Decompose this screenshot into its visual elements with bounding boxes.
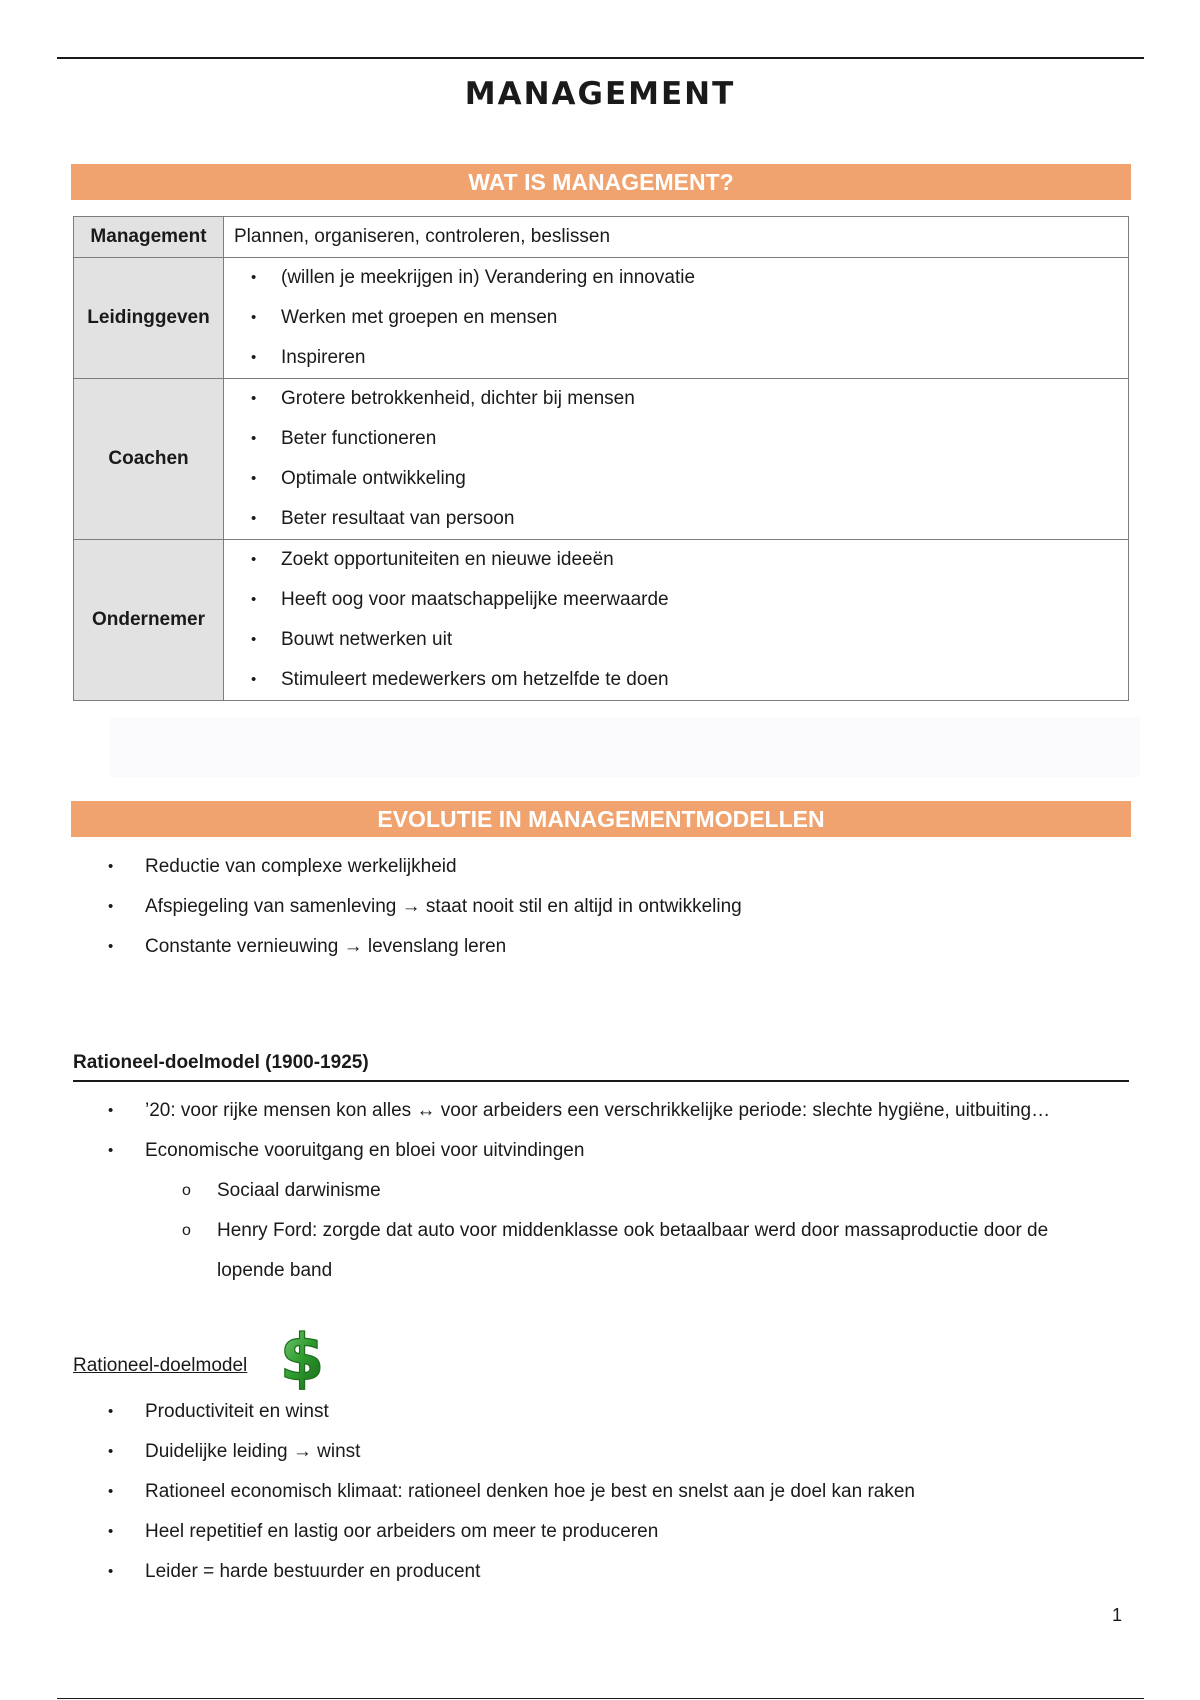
list-item: • ’20: voor rijke mensen kon alles ↔ voor arbeiders een verschrikkelijke periode: slechte hygiëne, uitbuiting…	[0, 1091, 1050, 1131]
list-item: • Rationeel economisch klimaat: rationeel denken hoe je best en snelst aan je doel kan raken	[0, 1472, 915, 1512]
list-item: • Duidelijke leiding → winst	[0, 1432, 915, 1472]
list-item: • Heel repetitief en lastig oor arbeiders om meer te produceren	[0, 1512, 915, 1552]
svg-text:$: $	[279, 1324, 325, 1390]
row-key: Ondernemer	[74, 540, 224, 701]
model2-bullet-list	[0, 1392, 915, 1592]
list-item: • Bouwt netwerken uit	[224, 620, 1128, 660]
list-item: • Optimale ontwikkeling	[224, 459, 1128, 499]
blank-area	[110, 717, 1140, 777]
list-item: • Werken met groepen en mensen	[224, 298, 1128, 338]
list-item: • Reductie van complexe werkelijkheid	[0, 847, 742, 887]
list-item: • Productiviteit en winst	[0, 1392, 915, 1432]
page-title: MANAGEMENT	[464, 76, 736, 112]
row-text: Plannen, organiseren, controleren, beslissen	[234, 226, 611, 247]
table-row	[74, 379, 1129, 540]
row-key: Management	[74, 217, 224, 258]
list-item: • Heeft oog voor maatschappelijke meerwaarde	[224, 580, 1128, 620]
list-item: • Stimuleert medewerkers om hetzelfde te doen	[224, 660, 1128, 700]
list-item: • Afspiegeling van samenleving → staat nooit stil en altijd in ontwikkeling	[0, 887, 742, 927]
section-banner-evolution: EVOLUTIE IN MANAGEMENTMODELLEN	[71, 801, 1131, 837]
row-key: Leidinggeven	[74, 258, 224, 379]
row-key: Coachen	[74, 379, 224, 540]
table-row	[74, 258, 1129, 379]
table-row	[74, 217, 1129, 258]
table-row	[74, 540, 1129, 701]
list-item: • Grotere betrokkenheid, dichter bij mensen	[224, 379, 1128, 419]
list-item: • Beter functioneren	[224, 419, 1128, 459]
dollar-icon	[277, 1324, 327, 1390]
sub-list-item: o Henry Ford: zorgde dat auto voor middenklasse ook betaalbaar werd door massaproductie door de	[0, 1211, 1050, 1251]
section-banner-what-is-management: WAT IS MANAGEMENT?	[71, 164, 1131, 200]
model-subheading: Rationeel-doelmodel	[73, 1355, 248, 1376]
bottom-rule	[57, 1698, 1144, 1699]
list-item: • Leider = harde bestuurder en producent	[0, 1552, 915, 1592]
sub-list-item: o Sociaal darwinisme	[0, 1171, 1050, 1211]
list-item: • Economische vooruitgang en bloei voor uitvindingen	[0, 1131, 1050, 1171]
list-item: • Inspireren	[224, 338, 1128, 378]
management-definition-table	[73, 216, 1129, 701]
list-item: • (willen je meekrijgen in) Verandering en innovatie	[224, 258, 1128, 298]
list-item: • Beter resultaat van persoon	[224, 499, 1128, 539]
model-heading: Rationeel-doelmodel (1900-1925)	[73, 1046, 1129, 1082]
sub-list-item-continuation: lopende band	[217, 1260, 333, 1281]
top-rule	[57, 57, 1144, 59]
list-item: • Constante vernieuwing → levenslang leren	[0, 927, 742, 967]
page-number: 1	[1112, 1605, 1123, 1625]
evolution-bullet-list	[0, 847, 742, 967]
model-bullet-list	[0, 1091, 1050, 1291]
list-item: • Zoekt opportuniteiten en nieuwe ideeën	[224, 540, 1128, 580]
